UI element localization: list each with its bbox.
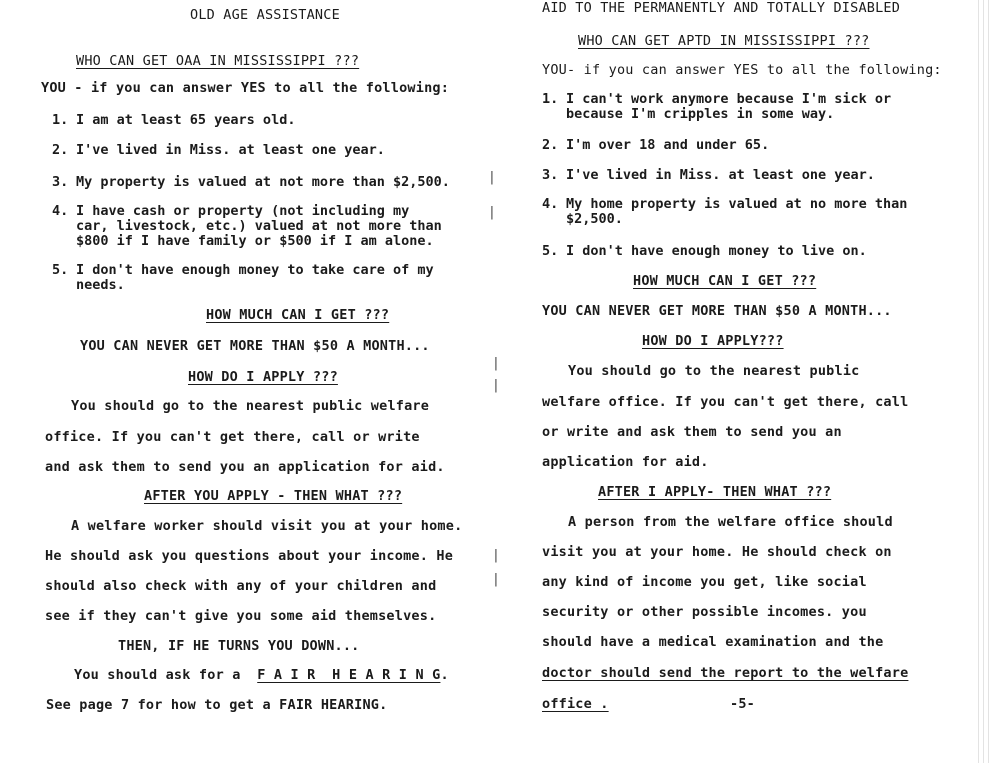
margin-mark: | [492,378,500,393]
item-number: 1. [542,91,559,107]
aptd-after-line-4: security or other possible incomes. you [542,604,867,620]
oaa-after-heading: AFTER YOU APPLY - THEN WHAT ??? [144,488,403,504]
aptd-title: AID TO THE PERMANENTLY AND TOTALLY DISABLED [542,0,901,16]
margin-mark: | [488,205,496,220]
aptd-who-heading: WHO CAN GET APTD IN MISSISSIPPI ??? [578,33,870,49]
oaa-after-line-1: A welfare worker should visit you at your home. [71,518,463,534]
aptd-apply-line-2: welfare office. If you can't get there, call [542,394,909,410]
aptd-item-4 [542,197,907,227]
oaa-after-line-3: should also check with any of your children and [45,578,437,594]
margin-mark: | [488,170,496,185]
item-text: I've lived in Miss. at least one year. [76,142,385,158]
aptd-after-line-3: any kind of income you get, like social [542,574,867,590]
aptd-after-line-2: visit you at your home. He should check on [542,544,892,560]
aptd-never-line: YOU CAN NEVER GET MORE THAN $50 A MONTH... [542,303,892,319]
oaa-never-line: YOU CAN NEVER GET MORE THAN $50 A MONTH... [80,338,430,354]
item-text: I have cash or property (not including my [76,203,410,219]
aptd-item-1 [542,92,891,122]
oaa-apply-line-2: office. If you can't get there, call or write [45,429,420,445]
oaa-item-2 [52,143,385,158]
aptd-after-line-1: A person from the welfare office should [568,514,893,530]
item-text: I've lived in Miss. at least one year. [566,167,875,183]
oaa-who-heading: WHO CAN GET OAA IN MISSISSIPPI ??? [76,53,360,69]
fair-prefix: You should ask for a [74,667,241,683]
aptd-after-line-6: doctor should send the report to the welfare [542,665,909,681]
oaa-see-line: See page 7 for how to get a FAIR HEARING. [46,697,388,713]
item-number: 3. [52,174,69,190]
aptd-you-line: YOU- if you can answer YES to all the following: [542,62,942,78]
oaa-you-line: YOU - if you can answer YES to all the following: [41,80,450,96]
aptd-item-3 [542,168,875,183]
oaa-apply-line-1: You should go to the nearest public welfare [71,398,430,414]
item-text: $2,500. [566,211,623,227]
margin-mark: | [492,548,500,563]
margin-mark: | [492,572,500,587]
item-text: $800 if I have family or $500 if I am alone. [76,233,434,249]
item-number: 4. [52,203,69,219]
page-number: -5- [730,696,755,712]
aptd-after-heading: AFTER I APPLY- THEN WHAT ??? [598,484,832,500]
oaa-title: OLD AGE ASSISTANCE [190,7,340,23]
item-number: 5. [52,262,69,278]
item-text: because I'm cripples in some way. [566,106,835,122]
item-text: I am at least 65 years old. [76,112,296,128]
item-text: I don't have enough money to take care of my [76,262,434,278]
oaa-item-3 [52,175,450,190]
item-text: My property is valued at not more than $2,500. [76,174,450,190]
item-number: 5. [542,243,559,259]
item-number: 1. [52,112,69,128]
item-number: 4. [542,196,559,212]
oaa-after-line-4: see if they can't give you some aid themselves. [45,608,437,624]
aptd-how-much-heading: HOW MUCH CAN I GET ??? [633,273,817,289]
aptd-apply-line-3: or write and ask them to send you an [542,424,842,440]
oaa-apply-line-3: and ask them to send you an application for aid. [45,459,445,475]
item-text: car, livestock, etc.) valued at not more than [76,218,442,234]
oaa-after-line-2: He should ask you questions about your income. He [45,548,454,564]
item-number: 3. [542,167,559,183]
aptd-after-line-5: should have a medical examination and the [542,634,884,650]
aptd-after-line-7: office . [542,696,609,712]
oaa-apply-heading: HOW DO I APPLY ??? [188,369,338,385]
aptd-item-5 [542,244,867,259]
aptd-apply-line-1: You should go to the nearest public [568,363,860,379]
oaa-item-5 [52,263,434,293]
oaa-fair-line [74,668,449,683]
item-number: 2. [52,142,69,158]
fair-hearing-text: F A I R H E A R I N G [257,667,441,683]
oaa-item-4 [52,204,442,249]
oaa-how-much-heading: HOW MUCH CAN I GET ??? [206,307,390,323]
item-text: I'm over 18 and under 65. [566,137,770,153]
item-text: I can't work anymore because I'm sick or [566,91,892,107]
scan-edge [976,0,990,763]
item-number: 2. [542,137,559,153]
margin-mark: | [492,356,500,371]
item-text: needs. [76,277,125,293]
aptd-item-2 [542,138,769,153]
item-text: I don't have enough money to live on. [566,243,867,259]
oaa-item-1 [52,113,295,128]
aptd-apply-heading: HOW DO I APPLY??? [642,333,784,349]
oaa-then-line: THEN, IF HE TURNS YOU DOWN... [118,638,360,654]
item-text: My home property is valued at no more than [566,196,908,212]
fair-suffix: . [440,667,449,683]
aptd-apply-line-4: application for aid. [542,454,709,470]
